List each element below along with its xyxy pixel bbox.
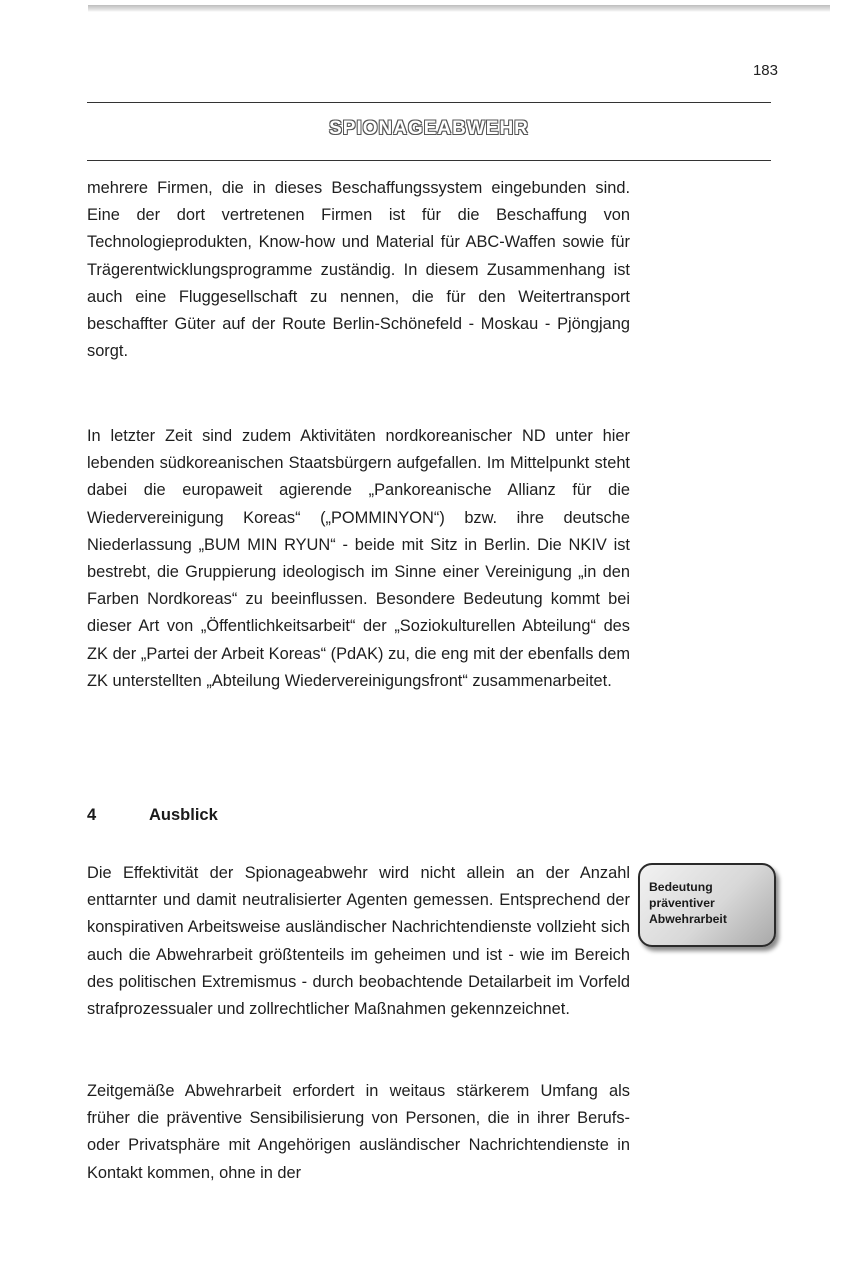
scan-edge-shadow [88, 5, 830, 12]
section-heading [87, 806, 218, 825]
margin-note-line: präventiver [649, 896, 715, 910]
header-rule-bottom [87, 160, 771, 161]
paragraph-effectiveness: Die Effektivität der Spionageabwehr wird nicht allein an der Anzahl enttarnter und damit neutralisierter Agenten gemessen. Entsprechend der konspirativen Arbeitsweise ausländischer Nachrichtendienste vollzieht sich auch die Abwehrarbeit größtenteils im geheimen und ist - wie im Bereich des politischen Extremismus - durch beobachtende Detailarbeit im Vorfeld strafprozessualer und zollrechtlicher Maßnahmen gekennzeichnet. [87, 864, 630, 1019]
section-title: Ausblick [149, 806, 218, 824]
paragraph-korean-activities: In letzter Zeit sind zudem Aktivitäten nordkoreanischer ND unter hier lebenden südkoreanischen Staatsbürgern aufgefallen. Im Mittelpunkt steht dabei die europaweit agierende „Pankoreanische Allianz für die Wiedervereinigung Koreas“ („POMMINYON“) bzw. ihre deutsche Niederlassung „BUM MIN RYUN“ - beide mit Sitz in Berlin. Die NKIV ist bestrebt, die Gruppierung ideologisch im Sinne einer Vereinigung „in den Farben Nordkoreas“ zu beeinflussen. Besondere Bedeutung kommt bei dieser Art von „Öffentlichkeitsarbeit“ der „Soziokulturellen Abteilung“ des ZK der „Partei der Arbeit Koreas“ (PdAK) zu, die eng mit der ebenfalls dem ZK unterstellten „Abteilung Wiedervereinigungsfront“ zusammenarbeitet. [87, 427, 630, 690]
margin-note-line: Abwehrarbeit [649, 912, 727, 926]
page-number: 183 [752, 62, 778, 79]
margin-note-box [638, 863, 776, 947]
paragraph-modern-defense: Zeitgemäße Abwehrarbeit erfordert in weitaus stärkerem Umfang als früher die präventive Sensibilisierung von Personen, die in ihrer Berufs- oder Privatsphäre mit Angehörigen ausländischer Nachrichtendienste in Kontakt kommen, ohne in der [87, 1082, 630, 1182]
header-rule-top [87, 102, 771, 103]
paragraph-procurement-firms: mehrere Firmen, die in dieses Beschaffungssystem eingebunden sind. Eine der dort vertretenen Firmen ist für die Beschaffung von Technologieprodukten, Know-how und Material für ABC-Waffen sowie für Trägerentwicklungsprogramme zuständig. In diesem Zusammenhang ist auch eine Fluggesellschaft zu nennen, die für den Weitertransport beschaffter Güter auf der Route Berlin-Schönefeld - Moskau - Pjöngjang sorgt. [87, 179, 630, 361]
running-title: SPIONAGEABWEHR [329, 118, 529, 139]
margin-note-line: Bedeutung [649, 880, 713, 894]
section-number: 4 [87, 806, 97, 824]
